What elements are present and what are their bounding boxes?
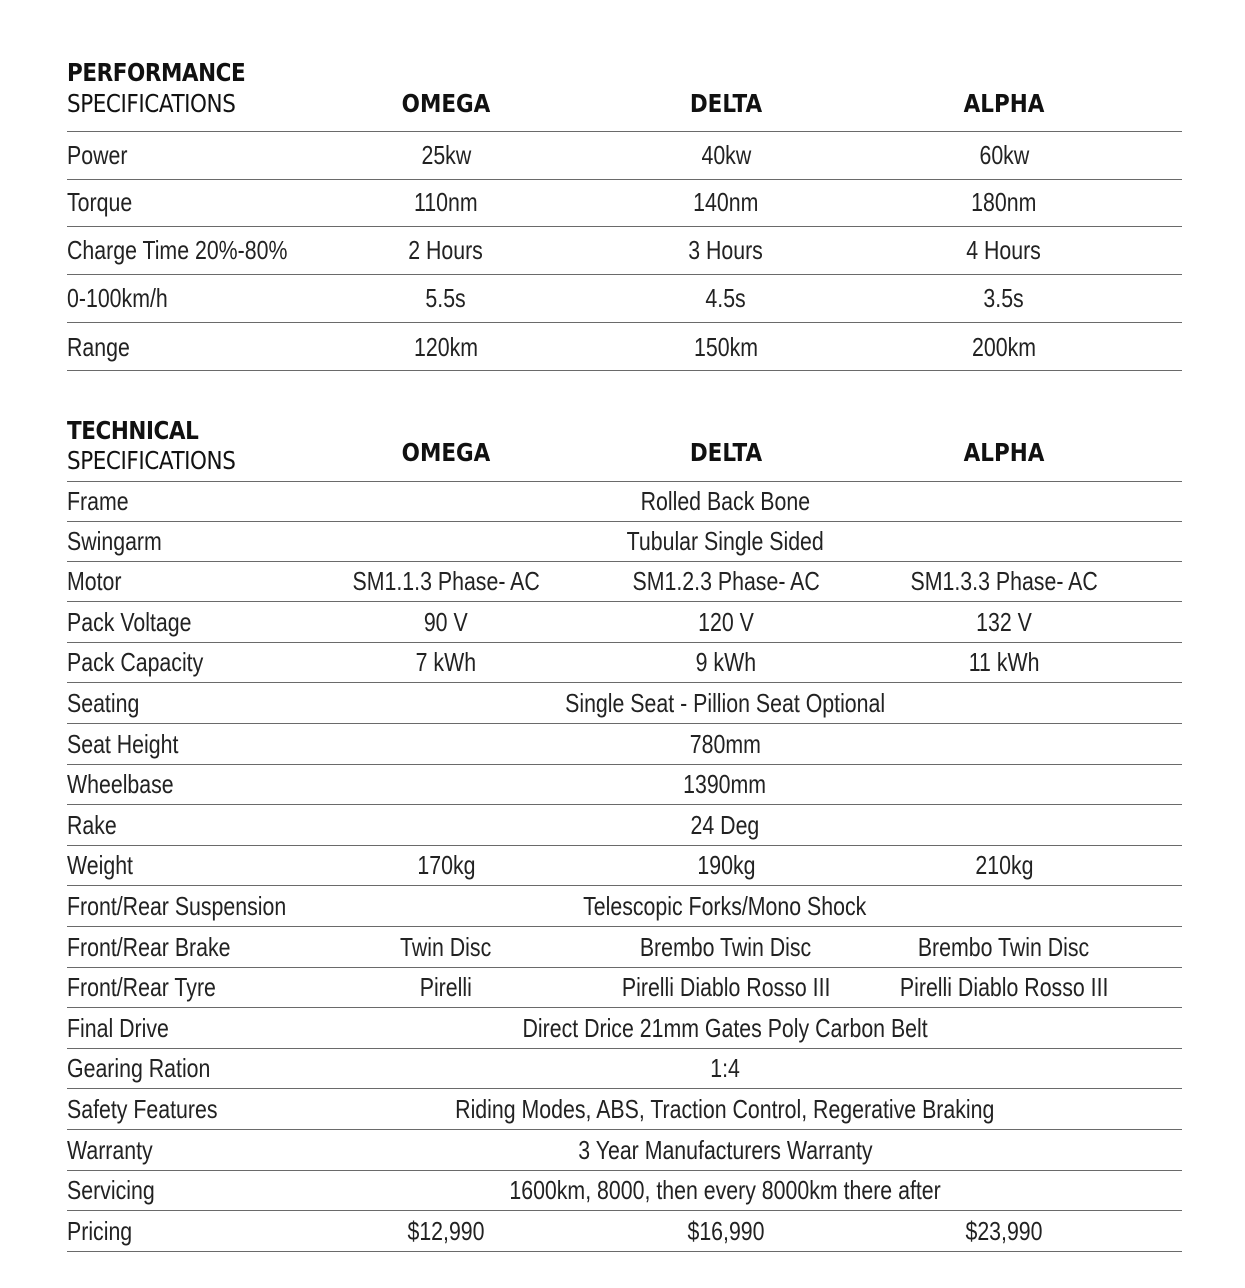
technical-subtitle: SPECIFICATIONS (67, 446, 236, 475)
table-row (67, 725, 1182, 765)
table-row (67, 227, 1182, 275)
delta-value: Pirelli Diablo Rosso III (621, 972, 831, 1003)
omega-value: Twin Disc (400, 931, 492, 962)
performance-title: PERFORMANCE (67, 58, 246, 87)
table-row (67, 522, 1182, 562)
col-delta: DELTA (689, 438, 763, 467)
row-label: Seating (67, 688, 140, 719)
table-row (67, 968, 1182, 1008)
omega-value: 25kw (421, 139, 471, 170)
technical-header (67, 416, 1182, 480)
delta-value: 190kg (696, 850, 756, 881)
delta-value: 150km (693, 331, 758, 362)
omega-value: Pirelli (419, 972, 473, 1003)
shared-value: 1600km, 8000, then every 8000km there after (509, 1175, 941, 1206)
row-label: Range (67, 331, 130, 362)
row-label: Gearing Ration (67, 1053, 211, 1084)
col-omega: OMEGA (401, 438, 491, 467)
table-row (67, 1171, 1182, 1211)
omega-value: 7 kWh (415, 647, 477, 678)
row-label: Motor (67, 566, 122, 597)
table-row (67, 643, 1182, 683)
delta-value: 140nm (693, 187, 759, 218)
table-row (67, 1009, 1182, 1049)
alpha-value: Brembo Twin Disc (918, 931, 1090, 962)
omega-value: 2 Hours (408, 235, 484, 266)
table-row (67, 684, 1182, 724)
row-label: Pack Voltage (67, 606, 192, 637)
row-label: 0-100km/h (67, 283, 168, 314)
omega-value: 90 V (424, 606, 468, 637)
alpha-value: 60kw (979, 139, 1029, 170)
table-row (67, 887, 1182, 927)
table-row (67, 806, 1182, 846)
row-label: Torque (67, 187, 133, 218)
row-label: Warranty (67, 1134, 153, 1165)
table-row (67, 562, 1182, 602)
shared-value: 1390mm (683, 769, 767, 800)
alpha-value: 4 Hours (966, 235, 1042, 266)
row-label: Power (67, 139, 128, 170)
shared-value: Riding Modes, ABS, Traction Control, Regerative Braking (455, 1094, 995, 1125)
delta-value: Brembo Twin Disc (640, 931, 812, 962)
row-label: Weight (67, 850, 133, 881)
row-label: Wheelbase (67, 769, 174, 800)
table-row (67, 928, 1182, 968)
table-row (67, 131, 1182, 180)
table-row (67, 603, 1182, 643)
shared-value: 3 Year Manufacturers Warranty (577, 1134, 873, 1165)
row-label: Pricing (67, 1215, 133, 1246)
row-label: Front/Rear Brake (67, 931, 231, 962)
col-alpha: ALPHA (963, 438, 1045, 467)
shared-value: Telescopic Forks/Mono Shock (583, 891, 867, 922)
alpha-value: 3.5s (983, 283, 1025, 314)
col-alpha: ALPHA (963, 89, 1045, 118)
table-row (67, 846, 1182, 886)
table-row (67, 324, 1182, 372)
omega-value: 5.5s (425, 283, 467, 314)
shared-value: Rolled Back Bone (640, 486, 810, 517)
shared-value: 780mm (689, 728, 761, 759)
omega-value: SM1.1.3 Phase- AC (352, 566, 540, 597)
performance-subtitle: SPECIFICATIONS (67, 89, 236, 118)
delta-value: 40kw (701, 139, 751, 170)
shared-value: Direct Drice 21mm Gates Poly Carbon Belt (522, 1012, 928, 1043)
table-row (67, 1131, 1182, 1171)
shared-value: 1:4 (710, 1053, 740, 1084)
performance-header (67, 58, 1182, 130)
alpha-value: 200km (971, 331, 1036, 362)
delta-value: 9 kWh (695, 647, 757, 678)
table-row (67, 1090, 1182, 1130)
delta-value: SM1.2.3 Phase- AC (632, 566, 820, 597)
alpha-value: SM1.3.3 Phase- AC (910, 566, 1098, 597)
alpha-value: 11 kWh (968, 647, 1040, 678)
alpha-value: 210kg (974, 850, 1034, 881)
row-label: Final Drive (67, 1012, 169, 1043)
row-label: Swingarm (67, 525, 162, 556)
row-label: Rake (67, 809, 117, 840)
alpha-value: $23,990 (965, 1215, 1043, 1246)
table-row (67, 1212, 1182, 1252)
omega-value: 110nm (414, 187, 478, 218)
delta-value: 3 Hours (688, 235, 764, 266)
table-row (67, 1049, 1182, 1089)
row-label: Safety Features (67, 1094, 218, 1125)
delta-value: 4.5s (705, 283, 747, 314)
shared-value: Single Seat - Pillion Seat Optional (564, 688, 885, 719)
table-row (67, 481, 1182, 522)
row-label: Frame (67, 486, 129, 517)
delta-value: $16,990 (687, 1215, 765, 1246)
alpha-value: Pirelli Diablo Rosso III (899, 972, 1109, 1003)
alpha-value: 132 V (976, 606, 1032, 637)
table-row (67, 765, 1182, 805)
col-omega: OMEGA (401, 89, 491, 118)
omega-value: 120km (413, 331, 478, 362)
row-label: Pack Capacity (67, 647, 204, 678)
delta-value: 120 V (698, 606, 754, 637)
technical-title: TECHNICAL (67, 416, 199, 445)
table-row (67, 276, 1182, 324)
row-label: Seat Height (67, 728, 179, 759)
row-label: Charge Time 20%-80% (67, 235, 288, 266)
shared-value: Tubular Single Sided (626, 525, 824, 556)
col-delta: DELTA (689, 89, 763, 118)
omega-value: 170kg (416, 850, 476, 881)
row-label: Front/Rear Suspension (67, 891, 287, 922)
alpha-value: 180nm (971, 187, 1037, 218)
shared-value: 24 Deg (690, 809, 760, 840)
omega-value: $12,990 (407, 1215, 485, 1246)
row-label: Servicing (67, 1175, 155, 1206)
table-row (67, 179, 1182, 227)
row-label: Front/Rear Tyre (67, 972, 216, 1003)
